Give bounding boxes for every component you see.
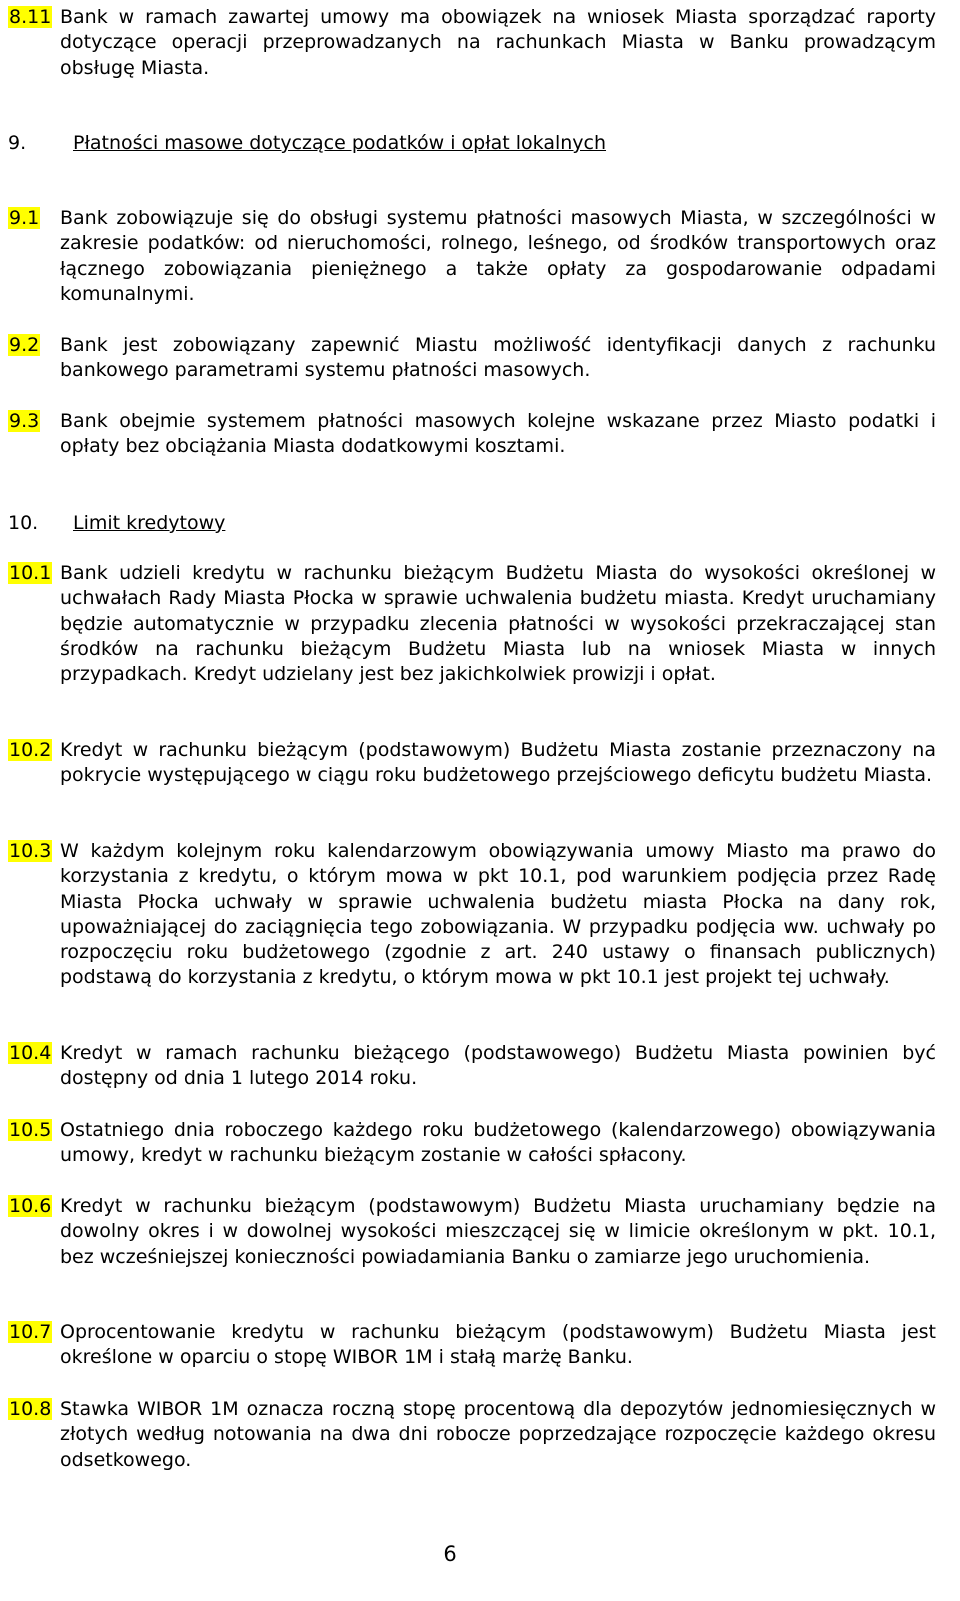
paragraph-text: Bank udzieli kredytu w rachunku bieżącym Budżetu Miasta do wysokości określonej w uchwałach Rady Miasta Płocka w sprawie uchwalenia budżetu miasta. Kredyt uruchamiany będzie automatycznie w przypadku zlecenia płatności w wysokości przekraczającej stan środków na rachunku bieżącym Budżetu Miasta lub na wniosek Miasta w innych przypadkach. Kredyt udzielany jest bez jakichkolwiek prowizji i opłat. [60, 562, 936, 686]
paragraph-10-1 [8, 561, 936, 687]
paragraph-text: Kredyt w rachunku bieżącym (podstawowym) Budżetu Miasta zostanie przeznaczony na pokrycie występującego w ciągu roku budżetowego przejściowego deficytu budżetu Miasta. [60, 739, 936, 787]
paragraph-number: 10.6 [9, 1195, 52, 1217]
paragraph-text: Kredyt w ramach rachunku bieżącego (podstawowego) Budżetu Miasta powinien być dostępny od dnia 1 lutego 2014 roku. [60, 1042, 936, 1090]
paragraph-9-2 [8, 333, 936, 384]
paragraph-text: W każdym kolejnym roku kalendarzowym obowiązywania umowy Miasto ma prawo do korzystania z kredytu, o którym mowa w pkt 10.1, pod warunkiem podjęcia przez Radę Miasta Płocka uchwały w sprawie uchwalenia budżetu miasta Płocka na dany rok, upoważniającej do zaciągnięcia tego zobowiązania. W przypadku podjęcia ww. uchwały po rozpoczęciu roku budżetowego (zgodnie z art. 240 ustawy o finansach publicznych) podstawą do korzystania z kredytu, o którym mowa w pkt 10.1 jest projekt tej uchwały. [60, 840, 936, 989]
paragraph-10-5 [8, 1118, 936, 1169]
paragraph-number: 10.7 [9, 1321, 52, 1343]
heading-title: Limit kredytowy [73, 512, 226, 534]
paragraph-number: 10.5 [9, 1119, 52, 1141]
paragraph-text: Stawka WIBOR 1M oznacza roczną stopę procentową dla depozytów jednomiesięcznych w złotych według notowania na dwa dni robocze poprzedzające rozpoczęcie każdego okresu odsetkowego. [60, 1398, 936, 1471]
paragraph-number: 10.4 [9, 1042, 52, 1064]
paragraph-8-11 [8, 5, 936, 81]
paragraph-9-1 [8, 206, 936, 307]
paragraph-text: Ostatniego dnia roboczego każdego roku budżetowego (kalendarzowego) obowiązywania umowy, kredyt w rachunku bieżącym zostanie w całości spłacony. [60, 1119, 936, 1167]
paragraph-10-4 [8, 1041, 936, 1092]
heading-number: 10. [8, 512, 39, 534]
paragraph-text: Oprocentowanie kredytu w rachunku bieżącym (podstawowym) Budżetu Miasta jest określone w oparciu o stopę WIBOR 1M i stałą marżę Banku. [60, 1321, 936, 1369]
paragraph-number: 10.2 [9, 739, 52, 761]
paragraph-10-3 [8, 839, 936, 991]
page-number: 6 [443, 1542, 457, 1566]
paragraph-text: Bank zobowiązuje się do obsługi systemu płatności masowych Miasta, w szczególności w zakresie podatków: od nieruchomości, rolnego, leśnego, od środków transportowych oraz łącznego zobowiązania pieniężnego a także opłaty za gospodarowanie odpadami komunalnymi. [60, 207, 936, 305]
paragraph-number: 9.1 [9, 207, 40, 229]
section-heading-10 [8, 511, 225, 536]
paragraph-10-6 [8, 1194, 936, 1270]
paragraph-10-8 [8, 1397, 936, 1473]
paragraph-10-7 [8, 1320, 936, 1371]
paragraph-text: Kredyt w rachunku bieżącym (podstawowym) Budżetu Miasta uruchamiany będzie na dowolny okres i w dowolnej wysokości mieszczącej się w limicie określonym w pkt. 10.1, bez wcześniejszej konieczności powiadamiania Banku o zamiarze jego uruchomienia. [60, 1195, 936, 1268]
paragraph-number: 9.3 [9, 410, 40, 432]
paragraph-text: Bank obejmie systemem płatności masowych kolejne wskazane przez Miasto podatki i opłaty bez obciążania Miasta dodatkowymi kosztami. [60, 410, 936, 458]
paragraph-10-2 [8, 738, 936, 789]
paragraph-text: Bank w ramach zawartej umowy ma obowiązek na wniosek Miasta sporządzać raporty dotyczące operacji przeprowadzanych na rachunkach Miasta w Banku prowadzącym obsługę Miasta. [60, 6, 936, 79]
section-heading-9 [8, 131, 606, 156]
paragraph-number: 10.8 [9, 1398, 52, 1420]
paragraph-number: 9.2 [9, 334, 40, 356]
heading-title: Płatności masowe dotyczące podatków i opłat lokalnych [73, 132, 607, 154]
paragraph-text: Bank jest zobowiązany zapewnić Miastu możliwość identyfikacji danych z rachunku bankowego parametrami systemu płatności masowych. [60, 334, 936, 382]
paragraph-number: 8.11 [9, 6, 52, 28]
paragraph-number: 10.1 [9, 562, 52, 584]
paragraph-number: 10.3 [9, 840, 52, 862]
paragraph-9-3 [8, 409, 936, 460]
heading-number: 9. [8, 132, 27, 154]
